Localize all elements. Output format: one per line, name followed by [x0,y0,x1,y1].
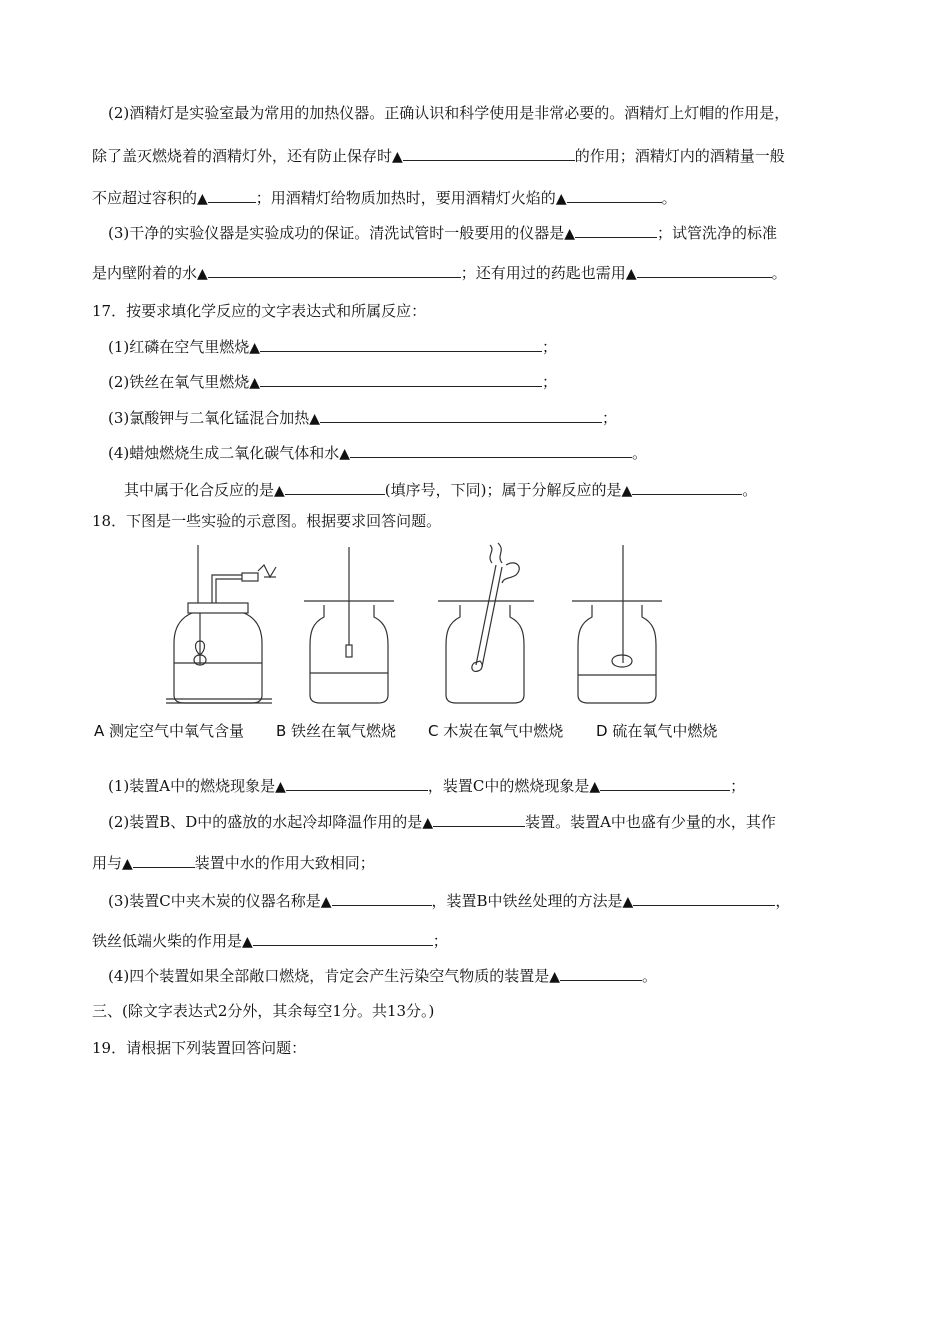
text: 的作用；酒精灯内的酒精量一般 [574,147,785,165]
apparatus-b [304,547,394,703]
text: (4)蜡烛燃烧生成二氧化碳气体和水 [108,444,340,462]
text: ，装置C中的燃烧现象是 [427,777,590,795]
answer-marker: ▲ [625,266,637,282]
answer-marker: ▲ [309,411,321,427]
section-title: 三、(除文字表达式2分外，其余每空1分。共13分。) [92,1002,435,1020]
text: ； [730,777,746,795]
answer-marker: ▲ [249,340,261,356]
caption-b: B 铁丝在氧气燃烧 [276,722,397,740]
q16-p2-line1 [108,103,789,123]
text: ；还有用过的药匙也需用 [460,264,626,282]
answer-marker: ▲ [422,815,434,831]
q18-a1 [108,775,745,797]
answer-marker: ▲ [274,483,285,499]
text: 除了盖灭燃烧着的酒精灯外，还有防止保存时 [92,147,393,165]
text: (3)装置C中夹木炭的仪器名称是 [108,892,321,910]
answer-blank[interactable] [433,811,525,827]
text: ； [432,932,448,950]
text: 。 [632,444,648,462]
question-title: 18．下图是一些实验的示意图。根据要求回答问题。 [92,512,442,530]
text: ，装置B中铁丝处理的方法是 [431,892,623,910]
experiment-diagram [160,535,720,720]
text: ；用酒精灯给物质加热时，要用酒精灯火焰的 [255,189,556,207]
text: (3)干净的实验仪器是实验成功的保证。清洗试管时一般要用的仪器是 [108,224,565,242]
text: ， [775,892,791,910]
q16-p3-line2 [92,262,787,284]
answer-blank[interactable] [575,222,657,238]
text: 。 [661,189,677,207]
caption-c: C 木炭在氧气中燃烧 [428,722,564,740]
q18-a3-line1 [108,890,790,912]
text: ； [602,409,618,427]
text: 装置。装置A中也盛有少量的水，其作 [525,813,776,831]
answer-marker: ▲ [249,375,261,391]
q18-a3-line2 [92,930,448,952]
answer-marker: ▲ [549,969,561,985]
text: ；试管洗净的标准 [657,224,778,242]
answer-blank[interactable] [285,479,385,495]
answer-blank[interactable] [208,262,461,278]
answer-marker: ▲ [339,446,351,462]
text: 不应超过容积的 [92,189,198,207]
answer-blank[interactable] [600,775,730,791]
q18-a2-line1 [108,811,776,833]
answer-blank[interactable] [567,187,662,203]
text: (2)装置B、D中的盛放的水起冷却降温作用的是 [108,813,423,831]
answer-blank[interactable] [633,890,775,906]
q18-a2-line2 [92,852,375,874]
answer-marker: ▲ [392,149,403,165]
q16-p2-line2 [92,145,785,167]
q16-p3-line1 [108,222,777,244]
q17-item-4 [108,442,647,464]
text: (填序号，下同)；属于分解反应的是 [384,481,622,499]
text: (2)铁丝在氧气里燃烧 [108,373,250,391]
text: ； [542,338,558,356]
q18-a4 [108,965,657,987]
text: 其中属于化合反应的是 [124,481,275,499]
caption-d: D 硫在氧气中燃烧 [596,722,718,740]
answer-blank[interactable] [260,336,542,352]
q18-title [92,511,441,531]
caption-a: A 测定空气中氧气含量 [94,722,245,740]
apparatus-c [438,543,534,703]
text: 是内壁附着的水 [92,264,198,282]
text: (1)红磷在空气里燃烧 [108,338,250,356]
text: (1)装置A中的燃烧现象是 [108,777,276,795]
answer-marker: ▲ [564,226,576,242]
answer-marker: ▲ [621,483,633,499]
answer-blank[interactable] [560,965,642,981]
text: (4)四个装置如果全部敞口燃烧，肯定会产生污染空气物质的装置是 [108,967,550,985]
text: 。 [642,967,658,985]
q17-summary [124,479,757,501]
question-title: 17．按要求填化学反应的文字表达式和所属反应： [92,302,427,320]
q19-title [92,1038,306,1058]
answer-marker: ▲ [320,894,332,910]
q17-item-2 [108,371,557,393]
text: ； [542,373,558,391]
answer-marker: ▲ [122,856,133,872]
text: (2)酒精灯是实验室最为常用的加热仪器。正确认识和科学使用是非常必要的。酒精灯上灯帽的作用是， [108,104,790,122]
text: 铁丝低端火柴的作用是 [92,932,243,950]
answer-marker: ▲ [622,894,634,910]
q17-item-1 [108,336,557,358]
answer-blank[interactable] [320,407,602,423]
answer-marker: ▲ [589,779,601,795]
q17-item-3 [108,407,617,429]
q16-p2-line3 [92,187,677,209]
answer-blank[interactable] [260,371,542,387]
text: 。 [742,481,758,499]
text: 装置中水的作用大致相同； [194,854,375,872]
text: 。 [771,264,787,282]
text: (3)氯酸钾与二氧化锰混合加热 [108,409,310,427]
apparatus-d [572,545,662,703]
answer-blank[interactable] [332,890,432,906]
answer-marker: ▲ [197,266,208,282]
answer-marker: ▲ [197,191,208,207]
answer-blank[interactable] [632,479,742,495]
answer-blank[interactable] [208,187,256,203]
question-title: 19．请根据下列装置回答问题： [92,1039,307,1057]
answer-blank[interactable] [403,145,575,161]
answer-marker: ▲ [275,779,286,795]
section-3-heading [92,1001,434,1021]
answer-blank[interactable] [133,852,195,868]
answer-marker: ▲ [555,191,567,207]
answer-blank[interactable] [286,775,428,791]
answer-blank[interactable] [637,262,772,278]
apparatus-a [166,545,276,703]
answer-blank[interactable] [350,442,632,458]
q17-title [92,301,426,321]
text: 用与 [92,854,123,872]
answer-marker: ▲ [242,934,253,950]
answer-blank[interactable] [253,930,433,946]
